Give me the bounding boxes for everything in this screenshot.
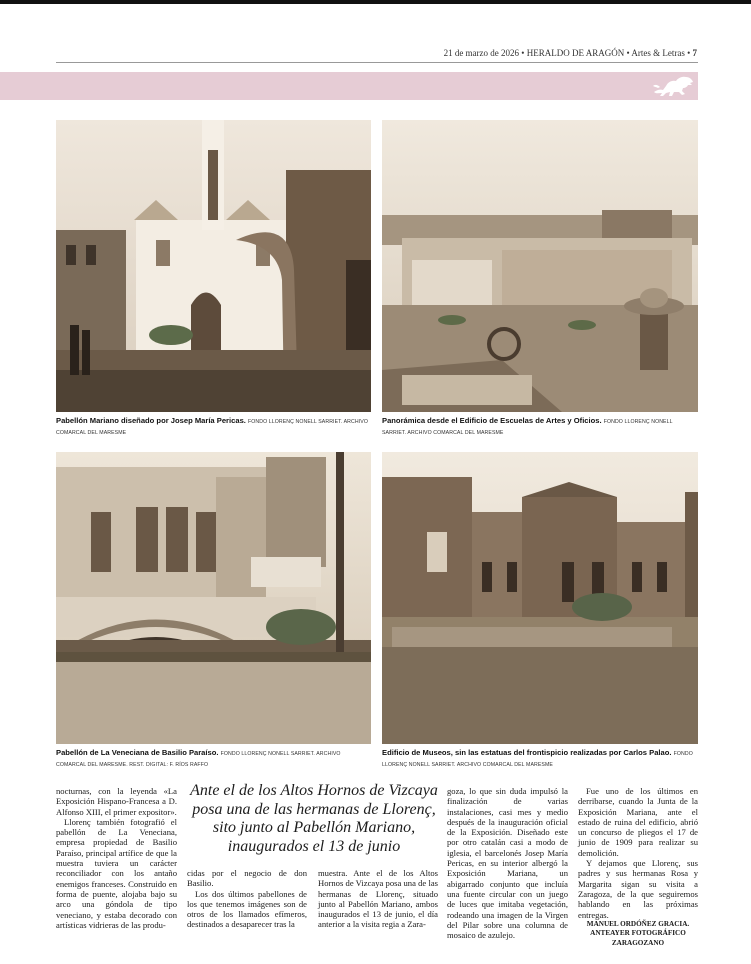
author-name: MANUEL ORDÓÑEZ GRACIA.	[586, 919, 690, 928]
caption-photo-2	[382, 416, 698, 438]
photo-edificio-museos	[382, 452, 698, 744]
article-paragraph: Y dejamos que Llorenç, sus padres y sus hermanas Rosa y Margarita sigan su visita a Zaragoza, de la que seguiremos hablando en las próximas entregas.	[578, 858, 698, 920]
caption-photo-4	[382, 748, 698, 770]
lion-icon	[652, 74, 696, 99]
photo-pabellon-mariano	[56, 120, 371, 412]
header-page-number: 7	[692, 48, 697, 58]
caption-title-1: Pabellón Mariano diseñado por Josep María Pericas.	[56, 416, 246, 425]
header-section: Artes & Letras	[631, 48, 685, 58]
article-paragraph: Llorenç también fotografió el pabellón de La Veneciana, empresa propiedad de Basilio Paraíso, principal artífice de que la muestra tuviera un carácter reconciliador con los antaño enemigos franceses. Construido en forma de puente, alojaba bajo su arco una góndola de tipo veneciano, y estaba decorado con artísticas vidrieras de las produ-	[56, 816, 177, 930]
caption-title-3: Pabellón de La Veneciana de Basilio Paraíso.	[56, 748, 219, 757]
article-column-5	[578, 786, 698, 948]
pull-quote: Ante el de los Altos Hornos de Vizcaya posa una de las hermanas de Llorenç, sito junto al Pabellón Mariano, inaugurados el 13 de junio	[190, 782, 438, 855]
article-paragraph: nocturnas, con la leyenda «La Exposición Hispano-Francesa a D. Alfonso XIII, el primer expositor».	[56, 786, 177, 817]
article-column-3	[318, 868, 438, 930]
caption-credit-2: FONDO LLORENÇ NONELL SARRIET. ARCHIVO COMARCAL DEL MARESME	[382, 419, 673, 436]
caption-credit-1: FONDO LLORENÇ NONELL SARRIET. ARCHIVO COMARCAL DEL MARESME	[56, 419, 368, 436]
author-org: ANTEAYER FOTOGRÁFICO	[590, 929, 686, 938]
caption-photo-3	[56, 748, 371, 770]
photo-panoramica	[382, 120, 698, 412]
section-band	[0, 72, 698, 100]
article-paragraph: goza, lo que sin duda impulsó la finalización de varias instalaciones, casi mes y medio después de la inauguración oficial de la Exposición. Diseñado este por otro catalán casi a modo de iglesia, el barcelonés Josep María Pericas, en su interior albergó la Exposición Mariana, un abigarrado conjunto que incluía una fuente circular con un juego de luces que imitaba vegetación, rodeando una imagen de la Virgen del Pilar sobre una columna de mosaico de azulejo.	[447, 786, 568, 941]
header-publication: HERALDO DE ARAGÓN	[526, 48, 625, 58]
article-paragraph: Los dos últimos pabellones de los que tenemos imágenes son de otros de los llamados efímeros, destinados a desaparecer tras la	[187, 888, 307, 930]
header-rule	[56, 62, 698, 63]
article-paragraph: muestra. Ante el de los Altos Hornos de Vizcaya posa una de las hermanas de Llorenç, situado junto al Pabellón Mariano, ambos inaugurados el 13 de junio, el día anterior a la visita regia a Zara-	[318, 868, 438, 930]
article-paragraph: Fue uno de los últimos en derribarse, cuando la Junta de la Exposición Mariana, ante el estado de ruina del edificio, abrió un concurso de pliegos el 17 de junio de 1909 para realizar su demolición.	[578, 786, 698, 858]
article-column-4	[447, 786, 568, 940]
author-org-city: ZARAGOZANO	[611, 938, 665, 947]
top-border	[0, 0, 751, 4]
article-column-2	[187, 868, 307, 930]
caption-credit-4: FONDO LLORENÇ NONELL SARRIET. ARCHIVO COMARCAL DEL MARESME	[382, 751, 693, 768]
caption-photo-1	[56, 416, 371, 438]
article-column-1	[56, 786, 177, 930]
article-paragraph: cidas por el negocio de don Basilio.	[187, 868, 307, 889]
caption-credit-3: FONDO LLORENÇ NONELL SARRIET. ARCHIVO COMARCAL DEL MARESME. REST. DIGITAL: F. RÍOS RAFFO	[56, 751, 341, 768]
caption-title-4: Edificio de Museos, sin las estatuas del frontispicio realizadas por Carlos Palao.	[382, 748, 672, 757]
caption-title-2: Panorámica desde el Edificio de Escuelas de Artes y Oficios.	[382, 416, 602, 425]
header-date: 21 de marzo de 2026	[443, 48, 520, 58]
page-header: 21 de marzo de 2026 • HERALDO DE ARAGÓN • Artes & Letras • 7	[443, 48, 697, 58]
photo-pabellon-veneciana	[56, 452, 371, 744]
